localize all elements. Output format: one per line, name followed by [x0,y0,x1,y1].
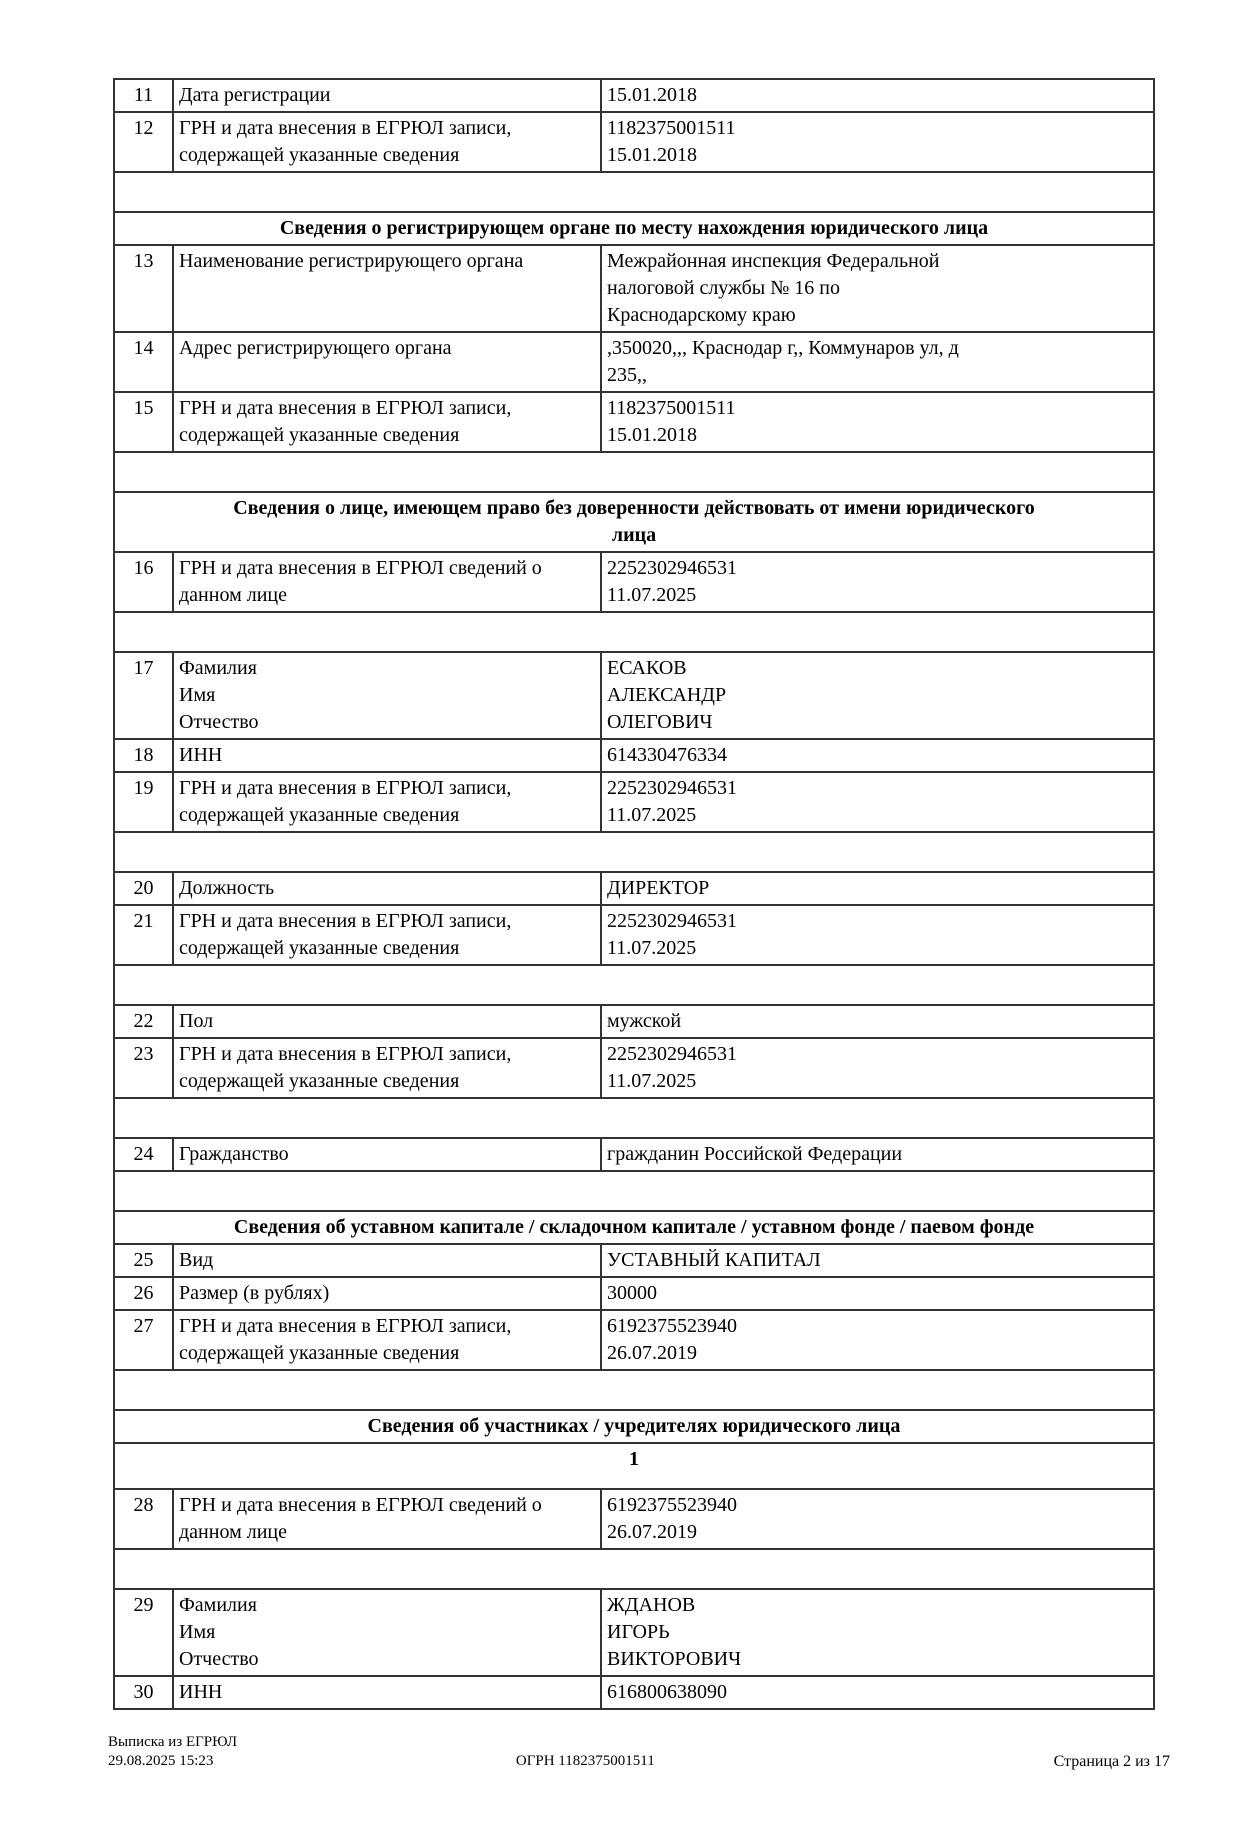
row-number: 28 [114,1489,173,1549]
table-row [114,1310,1154,1370]
section-header-row [114,1211,1154,1244]
field-label-line: ГРН и дата внесения в ЕГРЮЛ записи, [179,117,512,139]
table-row [114,739,1154,772]
field-label-line: Дата регистрации [179,84,331,106]
table-row [114,245,1154,332]
field-label-line: содержащей указанные сведения [179,804,460,826]
table-row [114,1038,1154,1098]
row-number: 13 [114,245,173,332]
section-title-line: Сведения о лице, имеющем право без доверенности действовать от имени юридического [233,497,1035,519]
row-number: 27 [114,1310,173,1370]
field-label-line: содержащей указанные сведения [179,1342,460,1364]
field-value [601,112,1154,172]
spacer-row [114,1549,1154,1589]
row-number: 18 [114,739,173,772]
field-label [173,1589,601,1676]
spacer-row [114,452,1154,492]
field-label [173,1676,601,1709]
spacer-cell [114,832,1154,872]
table-row [114,1589,1154,1676]
field-value [601,332,1154,392]
table-row [114,772,1154,832]
field-value-line: 616800638090 [607,1681,727,1703]
row-number: 24 [114,1138,173,1171]
field-value [601,1589,1154,1676]
field-label-line: ИНН [179,1681,223,1703]
field-value-line: 235,, [607,364,647,386]
field-value-line: 11.07.2025 [607,804,697,826]
footer-datetime: 29.08.2025 15:23 [108,1753,214,1769]
table-row [114,1676,1154,1709]
field-label [173,332,601,392]
spacer-row [114,172,1154,212]
row-number: 15 [114,392,173,452]
field-value-line: 11.07.2025 [607,584,697,606]
field-value [601,392,1154,452]
field-value-line: мужской [607,1010,682,1032]
field-value [601,1244,1154,1277]
field-label-line: ГРН и дата внесения в ЕГРЮЛ сведений о [179,557,542,579]
section-title [114,212,1154,245]
field-value [601,1676,1154,1709]
spacer-cell [114,1171,1154,1211]
participant-index-row [114,1443,1154,1489]
field-label [173,772,601,832]
section-title [114,1410,1154,1443]
row-number: 23 [114,1038,173,1098]
field-label-line: Имя [179,1621,216,1643]
table-row [114,112,1154,172]
field-label [173,905,601,965]
table-row [114,79,1154,112]
field-value [601,245,1154,332]
field-label-line: ГРН и дата внесения в ЕГРЮЛ записи, [179,397,512,419]
spacer-row [114,832,1154,872]
table-row [114,652,1154,739]
field-value-line: 15.01.2018 [607,84,697,106]
field-label-line: данном лице [179,584,287,606]
field-value [601,1277,1154,1310]
field-value-line: Межрайонная инспекция Федеральной [607,250,940,272]
field-label-line: ГРН и дата внесения в ЕГРЮЛ записи, [179,1315,512,1337]
field-label [173,1277,601,1310]
footer-ogrn: ОГРН 1182375001511 [515,1753,655,1769]
field-value-line: 11.07.2025 [607,1070,697,1092]
row-number: 29 [114,1589,173,1676]
field-value-line: ВИКТОРОВИЧ [607,1648,742,1670]
spacer-row [114,1370,1154,1410]
field-label-line: Гражданство [179,1143,289,1165]
table-row [114,1277,1154,1310]
table-row [114,872,1154,905]
field-value-line: Краснодарскому краю [607,304,796,326]
field-label-line: Отчество [179,711,259,733]
spacer-cell [114,452,1154,492]
field-label-line: Должность [179,877,275,899]
field-value-line: АЛЕКСАНДР [607,684,727,706]
document-table-body [114,79,1154,1709]
field-label [173,1489,601,1549]
spacer-cell [114,1098,1154,1138]
field-label-line: данном лице [179,1521,287,1543]
field-value-line: 6192375523940 [607,1494,737,1516]
field-value [601,1005,1154,1038]
field-label-line: ГРН и дата внесения в ЕГРЮЛ записи, [179,1043,512,1065]
field-label [173,245,601,332]
spacer-cell [114,1370,1154,1410]
row-number: 14 [114,332,173,392]
field-value-line: ИГОРЬ [607,1621,670,1643]
field-label [173,392,601,452]
field-label [173,1138,601,1171]
field-value [601,1489,1154,1549]
field-label-line: Пол [179,1010,214,1032]
field-value [601,79,1154,112]
field-label-line: ГРН и дата внесения в ЕГРЮЛ записи, [179,777,512,799]
table-row [114,1005,1154,1038]
field-label-line: ГРН и дата внесения в ЕГРЮЛ сведений о [179,1494,542,1516]
field-value-line: 614330476334 [607,744,727,766]
field-value-line: ДИРЕКТОР [607,877,710,899]
section-title-line: Сведения об уставном капитале / складочном капитале / уставном фонде / паевом фонде [233,1216,1035,1238]
field-label-line: Имя [179,684,216,706]
field-value-line: 11.07.2025 [607,937,697,959]
field-value-line: 15.01.2018 [607,144,697,166]
field-label [173,1310,601,1370]
section-title-line: Сведения об участниках / учредителях юридического лица [367,1415,901,1437]
spacer-cell [114,965,1154,1005]
table-row [114,905,1154,965]
section-title [114,492,1154,552]
table-row [114,1489,1154,1549]
table-row [114,1244,1154,1277]
field-label [173,872,601,905]
table-row [114,392,1154,452]
row-number: 11 [114,79,173,112]
page-footer [108,1733,1170,1771]
table-row [114,332,1154,392]
field-label-line: содержащей указанные сведения [179,937,460,959]
egrul-table [113,78,1155,1710]
field-label-line: ИНН [179,744,223,766]
field-label [173,1244,601,1277]
spacer-row [114,965,1154,1005]
spacer-cell [114,612,1154,652]
field-value-line: ,350020,,, Краснодар г,, Коммунаров ул, д [607,337,959,359]
field-label [173,1005,601,1038]
section-title-line: лица [611,524,657,546]
field-label [173,79,601,112]
field-value [601,872,1154,905]
field-label-line: содержащей указанные сведения [179,1070,460,1092]
spacer-cell [114,1549,1154,1589]
row-number: 26 [114,1277,173,1310]
section-title-line: Сведения о регистрирующем органе по месту нахождения юридического лица [279,217,989,239]
field-value-line: ЕСАКОВ [607,657,687,679]
field-value-line: 26.07.2019 [607,1342,697,1364]
field-value-line: 30000 [607,1282,657,1304]
field-value [601,552,1154,612]
field-value [601,652,1154,739]
row-number: 19 [114,772,173,832]
field-value-line: ОЛЕГОВИЧ [607,711,713,733]
field-value [601,905,1154,965]
section-title [114,1211,1154,1244]
row-number: 20 [114,872,173,905]
field-value-line: гражданин Российской Федерации [607,1143,903,1165]
field-label [173,652,601,739]
field-label-line: ГРН и дата внесения в ЕГРЮЛ записи, [179,910,512,932]
field-label-line: содержащей указанные сведения [179,424,460,446]
section-header-row [114,492,1154,552]
field-value-line: 2252302946531 [607,557,737,579]
field-label-line: содержащей указанные сведения [179,144,460,166]
table-row [114,552,1154,612]
spacer-row [114,612,1154,652]
field-value-line: 2252302946531 [607,1043,737,1065]
field-value-line: 1182375001511 [607,397,736,419]
field-value [601,772,1154,832]
footer-page-number: Страница 2 из 17 [1053,1753,1170,1770]
field-value-line: 2252302946531 [607,910,737,932]
spacer-row [114,1098,1154,1138]
row-number: 16 [114,552,173,612]
field-label-line: Адрес регистрирующего органа [179,337,452,359]
field-label-line: Отчество [179,1648,259,1670]
field-label-line: Фамилия [179,657,257,679]
row-number: 30 [114,1676,173,1709]
field-label-line: Фамилия [179,1594,257,1616]
section-header-row [114,212,1154,245]
field-value-line: ЖДАНОВ [607,1594,696,1616]
footer-doc-type: Выписка из ЕГРЮЛ [108,1734,237,1750]
field-value [601,739,1154,772]
section-header-row [114,1410,1154,1443]
field-label [173,552,601,612]
field-value-line: 15.01.2018 [607,424,697,446]
field-value-line: 26.07.2019 [607,1521,697,1543]
field-label [173,1038,601,1098]
row-number: 25 [114,1244,173,1277]
row-number: 12 [114,112,173,172]
field-value-line: 1182375001511 [607,117,736,139]
field-label-line: Размер (в рублях) [179,1282,330,1304]
row-number: 22 [114,1005,173,1038]
table-row [114,1138,1154,1171]
field-value-line: налоговой службы № 16 по [607,277,840,299]
row-number: 17 [114,652,173,739]
field-value-line: УСТАВНЫЙ КАПИТАЛ [607,1249,821,1271]
field-label [173,739,601,772]
field-value-line: 2252302946531 [607,777,737,799]
field-value [601,1038,1154,1098]
field-value-line: 6192375523940 [607,1315,737,1337]
row-number: 21 [114,905,173,965]
field-value [601,1310,1154,1370]
participant-index: 1 [114,1443,1154,1489]
field-label-line: Вид [179,1249,214,1271]
footer-left-block [108,1733,237,1771]
field-label [173,112,601,172]
field-value [601,1138,1154,1171]
spacer-row [114,1171,1154,1211]
spacer-cell [114,172,1154,212]
field-label-line: Наименование регистрирующего органа [179,250,524,272]
